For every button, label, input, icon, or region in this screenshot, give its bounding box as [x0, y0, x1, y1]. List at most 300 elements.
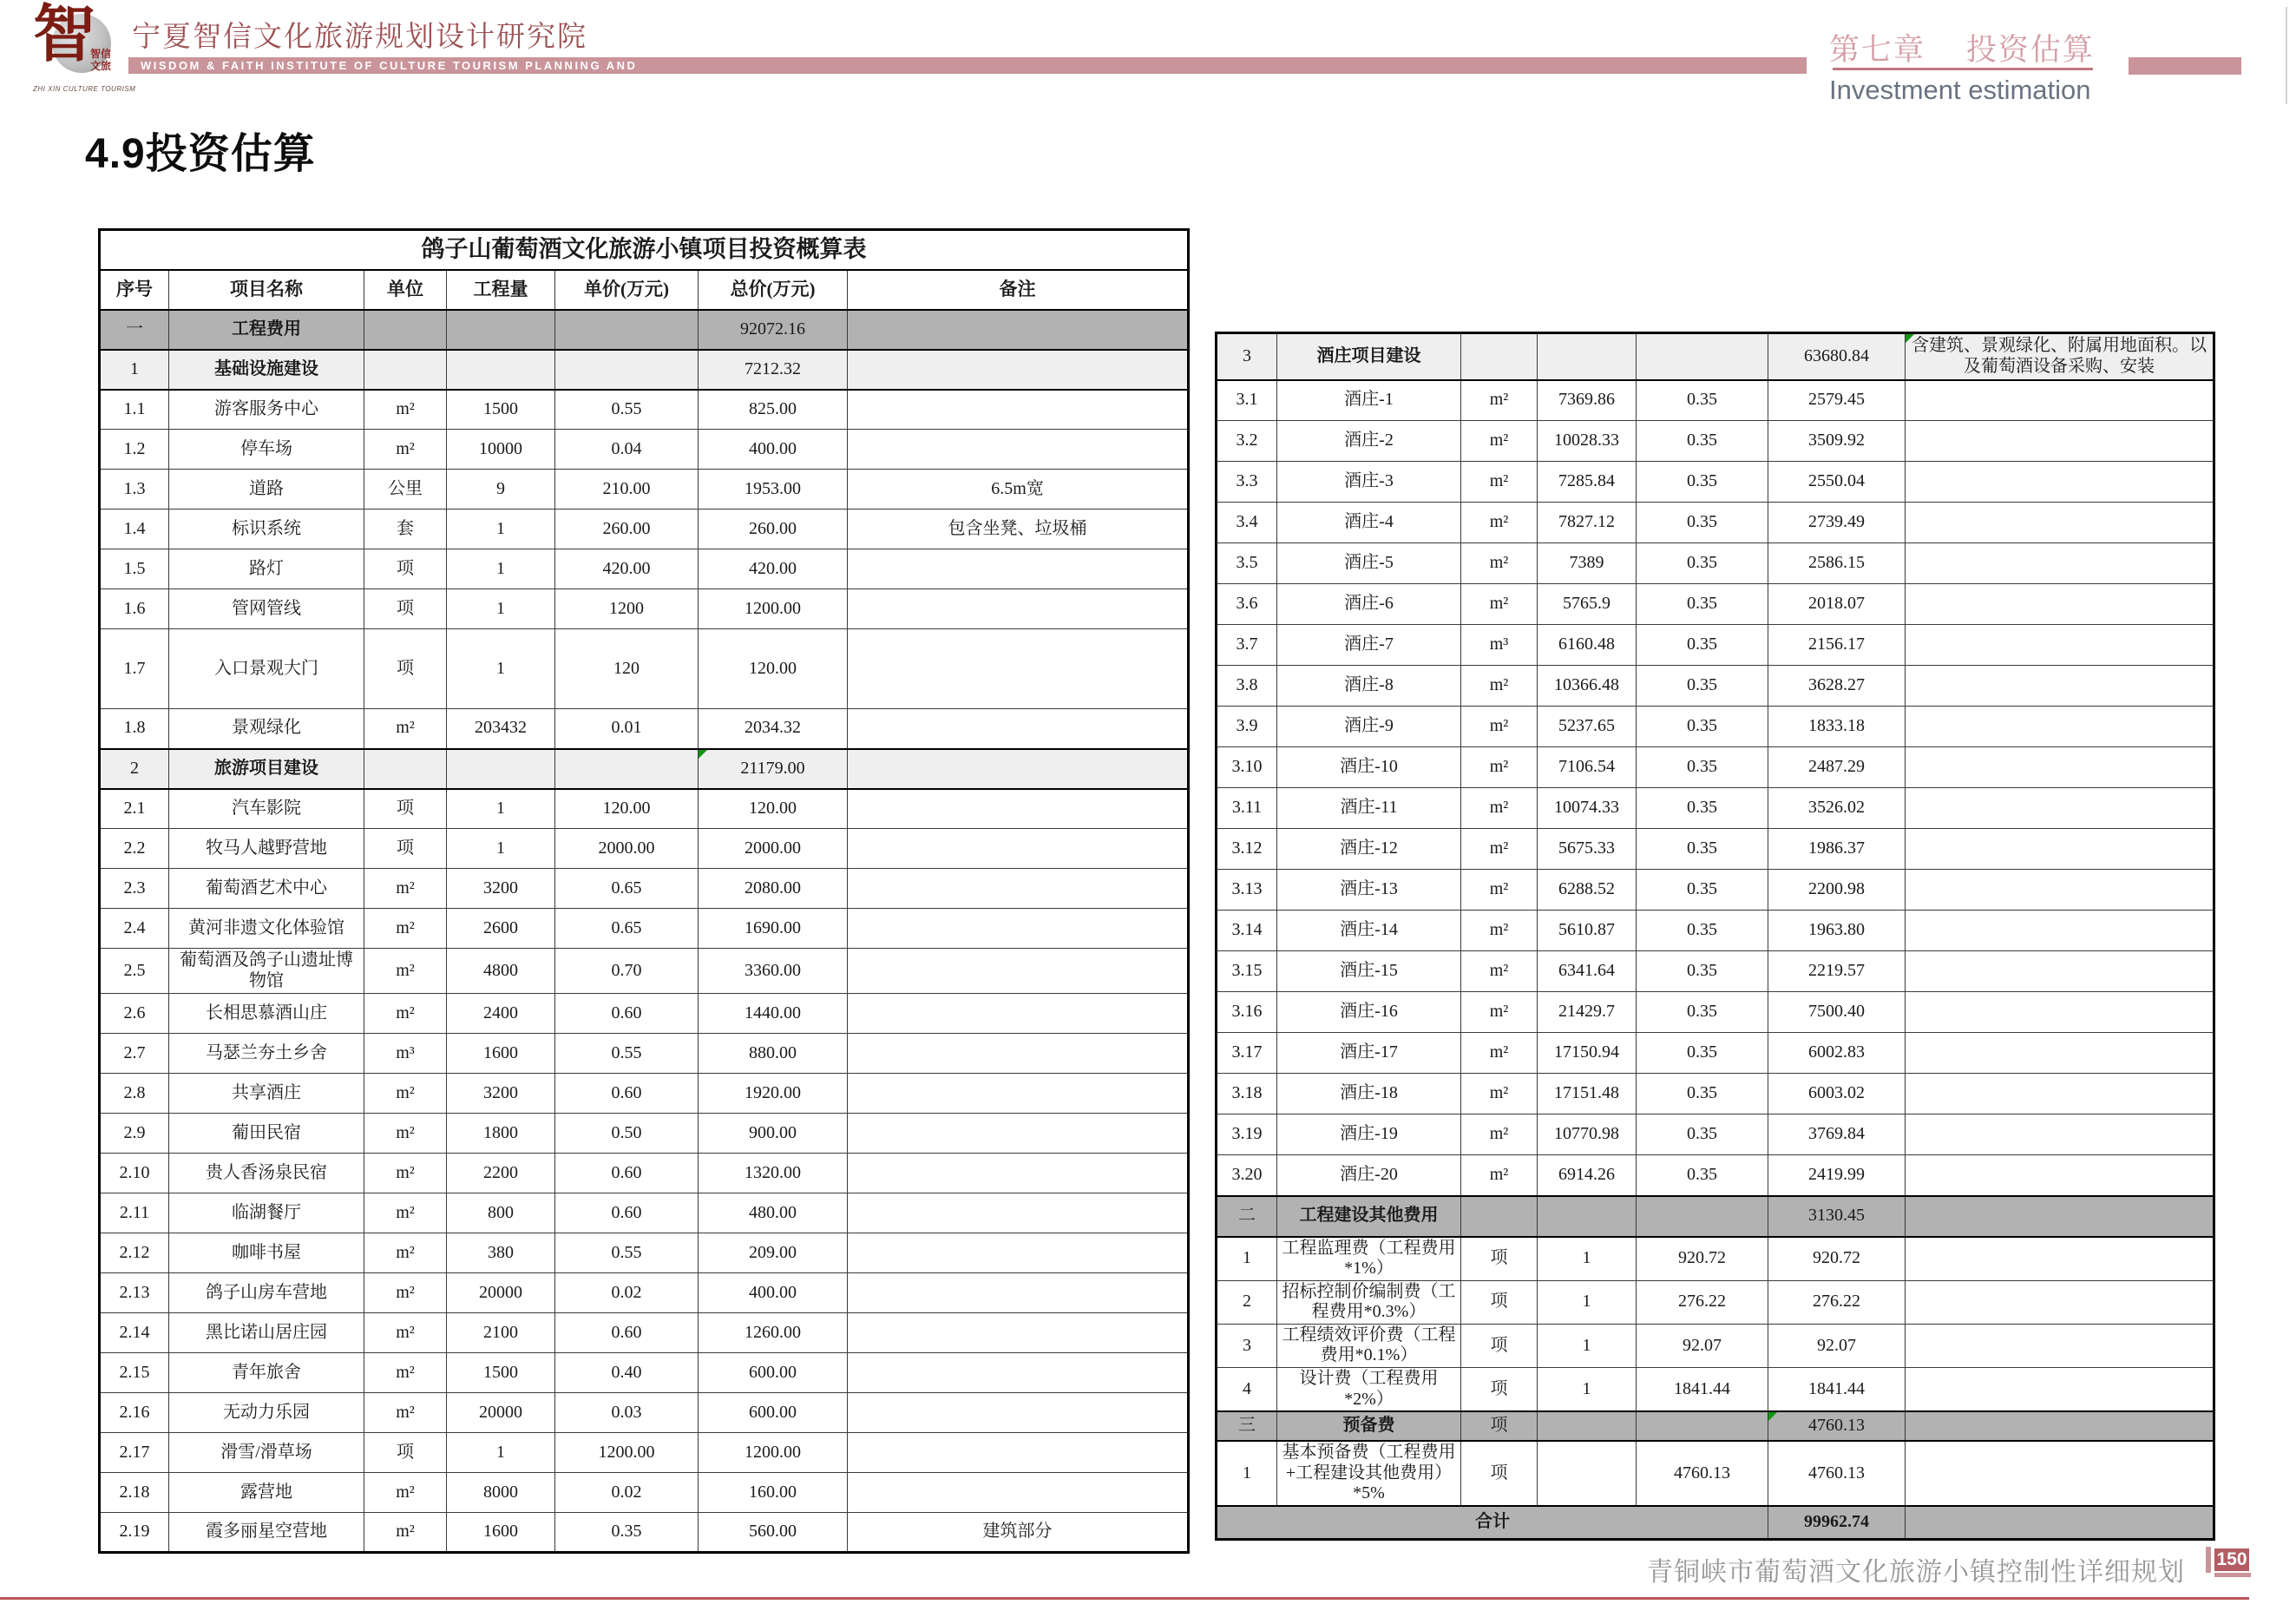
cell-note: [848, 1233, 1189, 1273]
cell-note: [848, 1193, 1189, 1233]
cell-total: 400.00: [699, 430, 848, 470]
cell-no: 3.3: [1217, 462, 1277, 503]
cell-name: 共享酒庄: [169, 1074, 364, 1114]
cell-note: [1906, 1280, 2214, 1324]
cell-unit-price: 0.65: [555, 869, 699, 909]
cell-name: 酒庄-14: [1277, 911, 1461, 951]
column-header: 序号: [100, 270, 169, 310]
cell-unit: m²: [364, 1233, 447, 1273]
cell-name: 酒庄-16: [1277, 992, 1461, 1033]
cell-total: 209.00: [699, 1233, 848, 1273]
cell-qty: 2600: [447, 909, 555, 949]
cell-qty: 1: [447, 510, 555, 549]
cell-no: 3.17: [1217, 1033, 1277, 1074]
cell-qty: 1: [1538, 1237, 1637, 1281]
cell-no: 1: [1217, 1237, 1277, 1281]
cell-unit: m²: [364, 1154, 447, 1193]
cell-unit-price: 0.35: [1637, 870, 1768, 911]
cell-no: 3.13: [1217, 870, 1277, 911]
table-row: [100, 1473, 1189, 1513]
cell-name: 酒庄-4: [1277, 503, 1461, 543]
cell-unit-price: 0.35: [1637, 1074, 1768, 1114]
cell-total: 160.00: [699, 1473, 848, 1513]
cell-unit-price: 0.35: [1637, 747, 1768, 788]
cell-note: [848, 1273, 1189, 1313]
cell-name: 游客服务中心: [169, 390, 364, 430]
table-row: [100, 1193, 1189, 1233]
table-row: [1217, 747, 2214, 788]
cell-no: 3.20: [1217, 1155, 1277, 1196]
cell-qty: 20000: [447, 1393, 555, 1433]
cell-no: 3.1: [1217, 380, 1277, 421]
cell-name: 滑雪/滑草场: [169, 1433, 364, 1473]
cell-unit: m²: [364, 869, 447, 909]
table-row: [100, 1433, 1189, 1473]
cell-note: [848, 709, 1189, 749]
cell-unit: m²: [364, 390, 447, 430]
cell-unit: [1461, 333, 1538, 380]
cell-unit-price: [555, 350, 699, 390]
cell-qty: 1: [447, 549, 555, 589]
table-row: [1217, 421, 2214, 462]
column-header: 项目名称: [169, 270, 364, 310]
cell-name: 管网管线: [169, 589, 364, 629]
cell-total: 4760.13: [1768, 1411, 1906, 1441]
cell-total: 7212.32: [699, 350, 848, 390]
cell-name: 设计费（工程费用*2%）: [1277, 1368, 1461, 1412]
cell-qty: 203432: [447, 709, 555, 749]
cell-unit: 项: [364, 1433, 447, 1473]
cell-name: 酒庄-9: [1277, 707, 1461, 747]
cell-unit: m²: [364, 1193, 447, 1233]
cell-name: 露营地: [169, 1473, 364, 1513]
cell-unit-price: 260.00: [555, 510, 699, 549]
cell-qty: [447, 749, 555, 789]
cell-total: 99962.74: [1768, 1506, 1906, 1539]
cell-qty: 800: [447, 1193, 555, 1233]
cell-no: 2.7: [100, 1034, 169, 1074]
table-row: [1217, 1237, 2214, 1281]
header-right-rule: [2286, 7, 2287, 104]
cell-no: 2.19: [100, 1513, 169, 1553]
cell-qty: 1: [447, 829, 555, 869]
cell-name: 青年旅舍: [169, 1353, 364, 1393]
cell-unit: 项: [364, 789, 447, 829]
cell-unit-price: 0.02: [555, 1473, 699, 1513]
cell-note: [1906, 584, 2214, 625]
cell-total: 92072.16: [699, 310, 848, 350]
cell-qty: 3200: [447, 1074, 555, 1114]
cell-total: 400.00: [699, 1273, 848, 1313]
cell-unit-price: 2000.00: [555, 829, 699, 869]
cell-total: 2419.99: [1768, 1155, 1906, 1196]
table-row: [100, 350, 1189, 390]
cell-no: 2.1: [100, 789, 169, 829]
cell-unit-price: 276.22: [1637, 1280, 1768, 1324]
cell-unit-price: 0.35: [1637, 829, 1768, 870]
cell-unit-price: 0.35: [1637, 462, 1768, 503]
cell-note: [1906, 788, 2214, 829]
cell-name: 葡田民宿: [169, 1114, 364, 1154]
cell-total: 2080.00: [699, 869, 848, 909]
cell-name: 景观绿化: [169, 709, 364, 749]
cell-qty: [447, 310, 555, 350]
cell-unit: m²: [1461, 584, 1538, 625]
cell-qty: [447, 350, 555, 390]
cell-qty: [1538, 1411, 1637, 1441]
cell-name: 酒庄-10: [1277, 747, 1461, 788]
table-row: [1217, 911, 2214, 951]
cell-name: 标识系统: [169, 510, 364, 549]
table-row: [1217, 707, 2214, 747]
cell-qty: 7369.86: [1538, 380, 1637, 421]
cell-no: 1.4: [100, 510, 169, 549]
cell-name: 牧马人越野营地: [169, 829, 364, 869]
cell-unit: [364, 310, 447, 350]
cell-note: [848, 310, 1189, 350]
cell-qty: [1538, 1441, 1637, 1506]
cell-unit: m²: [1461, 707, 1538, 747]
cell-note: [1906, 462, 2214, 503]
cell-unit-price: 0.35: [1637, 788, 1768, 829]
cell-qty: 9: [447, 470, 555, 510]
table-row: [100, 994, 1189, 1034]
cell-total: 1963.80: [1768, 911, 1906, 951]
cell-no: 3.16: [1217, 992, 1277, 1033]
cell-unit-price: 0.04: [555, 430, 699, 470]
cell-unit-price: 0.35: [1637, 951, 1768, 992]
cell-total: 3360.00: [699, 949, 848, 994]
cell-name: 酒庄-1: [1277, 380, 1461, 421]
cell-qty: 7106.54: [1538, 747, 1637, 788]
cell-total: 2018.07: [1768, 584, 1906, 625]
table-row: [1217, 625, 2214, 666]
cell-note: [848, 1034, 1189, 1074]
table-row: [100, 709, 1189, 749]
cell-unit-price: 120.00: [555, 789, 699, 829]
cell-qty: 5237.65: [1538, 707, 1637, 747]
company-name: 宁夏智信文化旅游规划设计研究院: [132, 20, 587, 52]
cell-name: 贵人香汤泉民宿: [169, 1154, 364, 1193]
cell-total: 2739.49: [1768, 503, 1906, 543]
cell-note: [1906, 992, 2214, 1033]
cell-qty: 10366.48: [1538, 666, 1637, 707]
cell-unit: m²: [364, 1473, 447, 1513]
cell-unit: m²: [364, 1393, 447, 1433]
cell-name: 基本预备费（工程费用+工程建设其他费用）*5%: [1277, 1441, 1461, 1506]
cell-unit: [364, 350, 447, 390]
cell-total: 3628.27: [1768, 666, 1906, 707]
cell-unit-price: [1637, 333, 1768, 380]
cell-name: 酒庄-2: [1277, 421, 1461, 462]
cell-unit: [1461, 1196, 1538, 1237]
cell-no: 2.18: [100, 1473, 169, 1513]
cell-total: 1440.00: [699, 994, 848, 1034]
cell-qty: 1: [447, 789, 555, 829]
cell-total: 120.00: [699, 629, 848, 709]
cell-unit: 项: [1461, 1280, 1538, 1324]
cell-no: 1.7: [100, 629, 169, 709]
cell-note: 包含坐凳、垃圾桶: [848, 510, 1189, 549]
cell-total: 3769.84: [1768, 1114, 1906, 1155]
cell-unit: 项: [1461, 1411, 1538, 1441]
cell-qty: 3200: [447, 869, 555, 909]
cell-note: [1906, 747, 2214, 788]
cell-qty: 6288.52: [1538, 870, 1637, 911]
cell-note: [848, 789, 1189, 829]
cell-no: 1.2: [100, 430, 169, 470]
table-row: [100, 470, 1189, 510]
cell-unit: m²: [364, 994, 447, 1034]
cell-no: 2.17: [100, 1433, 169, 1473]
cell-total: 2200.98: [1768, 870, 1906, 911]
cell-unit: m²: [1461, 666, 1538, 707]
cell-unit-price: 0.35: [1637, 584, 1768, 625]
table-row: [1217, 380, 2214, 421]
logo-caption: ZHI XIN CULTURE TOURISM: [33, 85, 136, 93]
cell-total: 6002.83: [1768, 1033, 1906, 1074]
table-row: [100, 430, 1189, 470]
cell-note: [848, 749, 1189, 789]
column-header: 单位: [364, 270, 447, 310]
table-row: [100, 949, 1189, 994]
cell-qty: 1: [1538, 1324, 1637, 1367]
cell-unit-price: 0.35: [1637, 625, 1768, 666]
cell-total: 1320.00: [699, 1154, 848, 1193]
logo-glyph: 智: [33, 0, 96, 69]
cell-note: [848, 949, 1189, 994]
cell-note: [1906, 707, 2214, 747]
cell-no: 二: [1217, 1196, 1277, 1237]
cell-unit-price: 0.01: [555, 709, 699, 749]
cell-qty: 1600: [447, 1034, 555, 1074]
cell-unit: m²: [364, 1273, 447, 1313]
cell-name: 酒庄-3: [1277, 462, 1461, 503]
table-row: [100, 789, 1189, 829]
cell-unit-price: 0.35: [1637, 380, 1768, 421]
cell-unit: m²: [364, 949, 447, 994]
cell-unit-price: 1200.00: [555, 1433, 699, 1473]
table-title-row: [100, 230, 1189, 270]
cell-qty: 1: [447, 629, 555, 709]
cell-qty: 2400: [447, 994, 555, 1034]
cell-total: 480.00: [699, 1193, 848, 1233]
cell-note: 6.5m宽: [848, 470, 1189, 510]
cell-total: 7500.40: [1768, 992, 1906, 1033]
company-name-band: [128, 57, 1807, 74]
cell-unit: [364, 749, 447, 789]
table-row: [1217, 1368, 2214, 1412]
cell-unit-price: 920.72: [1637, 1237, 1768, 1281]
cell-note: [848, 350, 1189, 390]
cell-qty: 21429.7: [1538, 992, 1637, 1033]
cell-note: [1906, 543, 2214, 584]
cell-total: 2034.32: [699, 709, 848, 749]
cell-qty: 10028.33: [1538, 421, 1637, 462]
cell-note: [848, 1313, 1189, 1353]
cell-total: 3509.92: [1768, 421, 1906, 462]
cell-name: 无动力乐园: [169, 1393, 364, 1433]
table-row: [100, 1353, 1189, 1393]
cell-unit: m²: [1461, 829, 1538, 870]
cell-unit: m²: [364, 430, 447, 470]
cell-no: 2.9: [100, 1114, 169, 1154]
cell-note: [1906, 911, 2214, 951]
cell-unit: 项: [364, 589, 447, 629]
cell-unit: 公里: [364, 470, 447, 510]
cell-no: 3.18: [1217, 1074, 1277, 1114]
table-row: [100, 629, 1189, 709]
cell-unit: m²: [1461, 1114, 1538, 1155]
cell-note: [1906, 1441, 2214, 1506]
cell-qty: 1600: [447, 1513, 555, 1553]
table-row: [100, 549, 1189, 589]
cell-unit-price: 0.35: [555, 1513, 699, 1553]
cell-no: 2.12: [100, 1233, 169, 1273]
cell-qty: 5610.87: [1538, 911, 1637, 951]
table-row: [1217, 503, 2214, 543]
cell-unit-price: 0.65: [555, 909, 699, 949]
cell-name: 招标控制价编制费（工程费用*0.3%）: [1277, 1280, 1461, 1324]
cell-unit-price: 0.35: [1637, 543, 1768, 584]
cell-name: 路灯: [169, 549, 364, 589]
cell-note: [1906, 503, 2214, 543]
cell-unit: m²: [364, 1074, 447, 1114]
cell-no: 2.6: [100, 994, 169, 1034]
cell-note: [1906, 1237, 2214, 1281]
cell-no: 2.10: [100, 1154, 169, 1193]
cell-no: 2.4: [100, 909, 169, 949]
cell-unit: 项: [364, 549, 447, 589]
cell-note: [1906, 1074, 2214, 1114]
table-row: [100, 1513, 1189, 1553]
cell-qty: 10770.98: [1538, 1114, 1637, 1155]
table-row: [100, 749, 1189, 789]
page-number-badge: 150: [2214, 1548, 2249, 1571]
table-row: [1217, 992, 2214, 1033]
cell-name: 基础设施建设: [169, 350, 364, 390]
cell-name: 咖啡书屋: [169, 1233, 364, 1273]
cell-unit: m²: [1461, 951, 1538, 992]
table-row: [1217, 1114, 2214, 1155]
cell-total: 1690.00: [699, 909, 848, 949]
cell-note: [848, 1154, 1189, 1193]
cell-unit-price: 0.35: [1637, 992, 1768, 1033]
cell-unit-price: 0.55: [555, 1034, 699, 1074]
cell-note: [1906, 1196, 2214, 1237]
cell-name: 酒庄-8: [1277, 666, 1461, 707]
cell-unit: m²: [1461, 1155, 1538, 1196]
cell-no: 3.12: [1217, 829, 1277, 870]
cell-note: [1906, 1155, 2214, 1196]
cell-qty: 7827.12: [1538, 503, 1637, 543]
cell-name: 葡萄酒及鸽子山遗址博物馆: [169, 949, 364, 994]
cell-total: 880.00: [699, 1034, 848, 1074]
cell-total: 1833.18: [1768, 707, 1906, 747]
cell-unit-price: 0.55: [555, 390, 699, 430]
cell-unit-price: 0.35: [1637, 503, 1768, 543]
cell-total: 6003.02: [1768, 1074, 1906, 1114]
table-row: [1217, 1033, 2214, 1074]
cell-name: 旅游项目建设: [169, 749, 364, 789]
cell-total: 2579.45: [1768, 380, 1906, 421]
cell-unit-price: 0.35: [1637, 1033, 1768, 1074]
table-row: [100, 1034, 1189, 1074]
cell-name: 工程监理费（工程费用*1%）: [1277, 1237, 1461, 1281]
cell-name: 预备费: [1277, 1411, 1461, 1441]
cell-total: 2000.00: [699, 829, 848, 869]
cell-name: 酒庄-19: [1277, 1114, 1461, 1155]
cell-qty: 10000: [447, 430, 555, 470]
investment-table-left: [98, 228, 1190, 1554]
cell-qty: 10074.33: [1538, 788, 1637, 829]
cell-no: 3.5: [1217, 543, 1277, 584]
cell-qty: 380: [447, 1233, 555, 1273]
cell-total: 2156.17: [1768, 625, 1906, 666]
cell-unit-price: 420.00: [555, 549, 699, 589]
cell-qty: 1: [1538, 1368, 1637, 1412]
table-row: [1217, 1324, 2214, 1367]
cell-unit-price: 0.03: [555, 1393, 699, 1433]
cell-unit-price: 0.40: [555, 1353, 699, 1393]
cell-total: 3130.45: [1768, 1196, 1906, 1237]
cell-no: 3.7: [1217, 625, 1277, 666]
cell-qty: 1500: [447, 1353, 555, 1393]
cell-total: 63680.84: [1768, 333, 1906, 380]
table-row: [100, 1233, 1189, 1273]
cell-total: 2487.29: [1768, 747, 1906, 788]
cell-qty: 5765.9: [1538, 584, 1637, 625]
chapter-title: 第七章 投资估算: [1829, 33, 2095, 67]
cell-total: 600.00: [699, 1353, 848, 1393]
cell-unit: 项: [1461, 1368, 1538, 1412]
cell-no: 3: [1217, 333, 1277, 380]
page-badge-bar: [2206, 1547, 2211, 1573]
column-header: 备注: [848, 270, 1189, 310]
cell-total: 825.00: [699, 390, 848, 430]
table-header-row: [100, 270, 1189, 310]
cell-name: 长相思慕酒山庄: [169, 994, 364, 1034]
cell-unit: m²: [1461, 421, 1538, 462]
cell-no: 3.19: [1217, 1114, 1277, 1155]
cell-no: 3.2: [1217, 421, 1277, 462]
cell-unit-price: [1637, 1196, 1768, 1237]
cell-note: [848, 909, 1189, 949]
cell-total: 92.07: [1768, 1324, 1906, 1367]
cell-name: 酒庄-7: [1277, 625, 1461, 666]
cell-name: 酒庄-12: [1277, 829, 1461, 870]
cell-unit-price: 0.60: [555, 1313, 699, 1353]
cell-name: 酒庄-6: [1277, 584, 1461, 625]
table-row: [1217, 829, 2214, 870]
cell-total: 276.22: [1768, 1280, 1906, 1324]
cell-total: 1953.00: [699, 470, 848, 510]
cell-total: 900.00: [699, 1114, 848, 1154]
cell-note: [1906, 951, 2214, 992]
investment-table-right: [1215, 332, 2215, 1541]
cell-no: 2: [1217, 1280, 1277, 1324]
cell-note: [848, 1433, 1189, 1473]
footer-project-name: 青铜峡市葡萄酒文化旅游小镇控制性详细规划: [1647, 1558, 2185, 1587]
chapter-decor-bar: [2129, 57, 2241, 75]
cell-qty: 20000: [447, 1273, 555, 1313]
table-row: [1217, 1074, 2214, 1114]
cell-note: [1906, 1368, 2214, 1412]
cell-no: 2.2: [100, 829, 169, 869]
cell-total: 120.00: [699, 789, 848, 829]
cell-unit: m²: [1461, 992, 1538, 1033]
cell-note: [848, 1114, 1189, 1154]
